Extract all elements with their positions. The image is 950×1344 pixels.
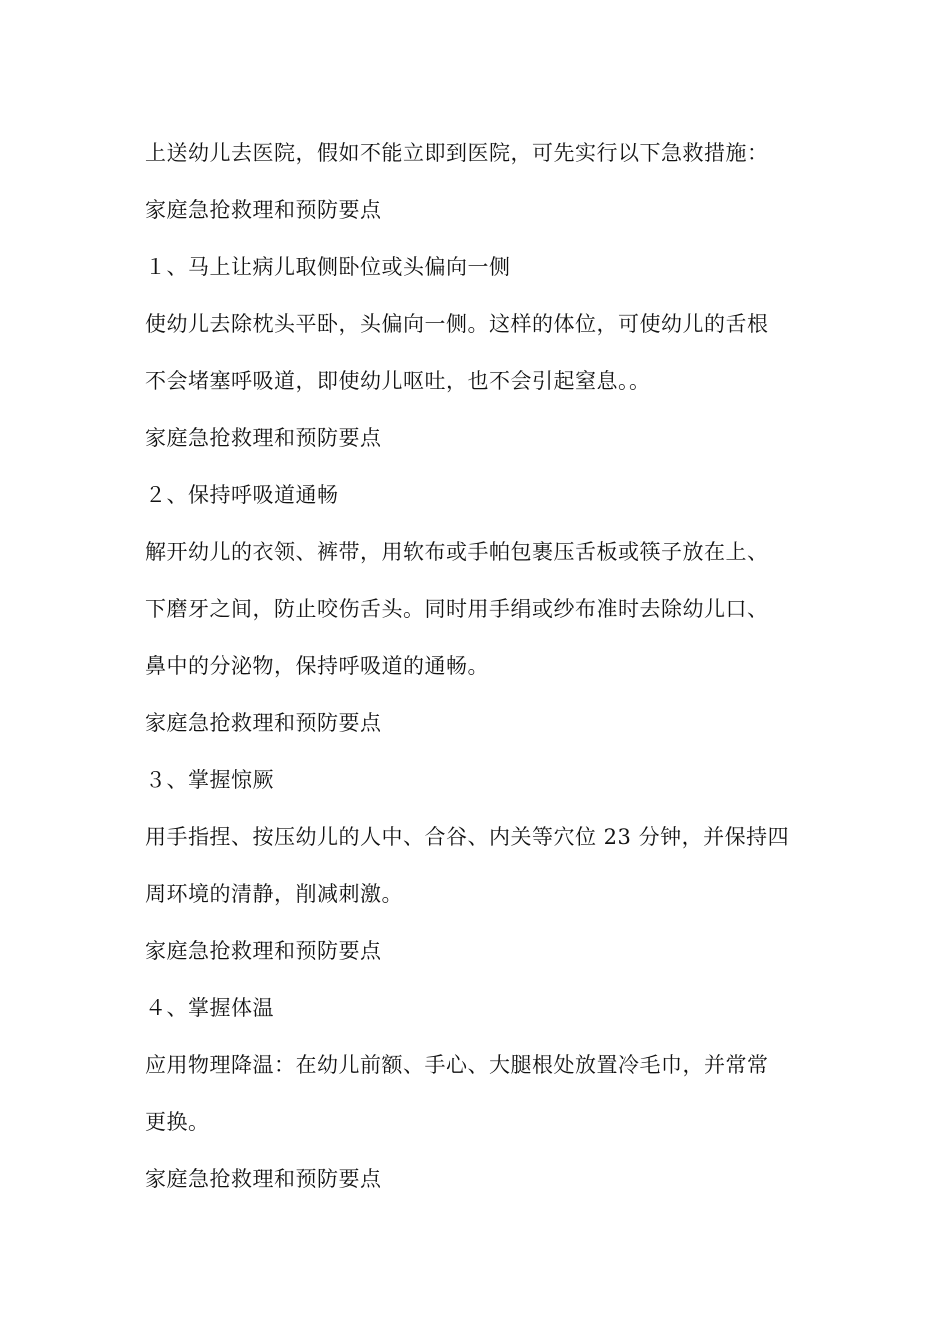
text-line: 下磨牙之间，防止咬伤舌头。同时用手绢或纱布准时去除幼儿口、 (145, 597, 769, 621)
section-heading: 家庭急抢救理和预防要点 (145, 1167, 382, 1191)
numbered-item-heading: ２、保持呼吸道通畅 (145, 483, 339, 507)
text-line: 不会堵塞呼吸道，即使幼儿呕吐，也不会引起窒息。。 (145, 369, 651, 393)
text-line: 更换。 (145, 1110, 210, 1134)
text-line: 解开幼儿的衣领、裤带，用软布或手帕包裹压舌板或筷子放在上、 (145, 540, 769, 564)
text-line: 周环境的清静，削减刺激。 (145, 882, 403, 906)
section-heading: 家庭急抢救理和预防要点 (145, 939, 382, 963)
section-heading: 家庭急抢救理和预防要点 (145, 711, 382, 735)
numbered-item-heading: ４、掌握体温 (145, 996, 274, 1020)
text-line: 应用物理降温：在幼儿前额、手心、大腿根处放置冷毛巾，并常常 (145, 1053, 769, 1077)
numbered-item-heading: ３、掌握惊厥 (145, 768, 274, 792)
section-heading: 家庭急抢救理和预防要点 (145, 426, 382, 450)
numbered-item-heading: １、马上让病儿取侧卧位或头偏向一侧 (145, 255, 511, 279)
document-body (145, 131, 815, 1214)
text-line: 用手指捏、按压幼儿的人中、合谷、内关等穴位 23 分钟，并保持四 (145, 825, 790, 849)
section-heading: 家庭急抢救理和预防要点 (145, 198, 382, 222)
text-line: 上送幼儿去医院，假如不能立即到医院，可先实行以下急救措施： (145, 141, 769, 165)
text-line: 使幼儿去除枕头平卧，头偏向一侧。这样的体位，可使幼儿的舌根 (145, 312, 769, 336)
text-line: 鼻中的分泌物，保持呼吸道的通畅。 (145, 654, 489, 678)
